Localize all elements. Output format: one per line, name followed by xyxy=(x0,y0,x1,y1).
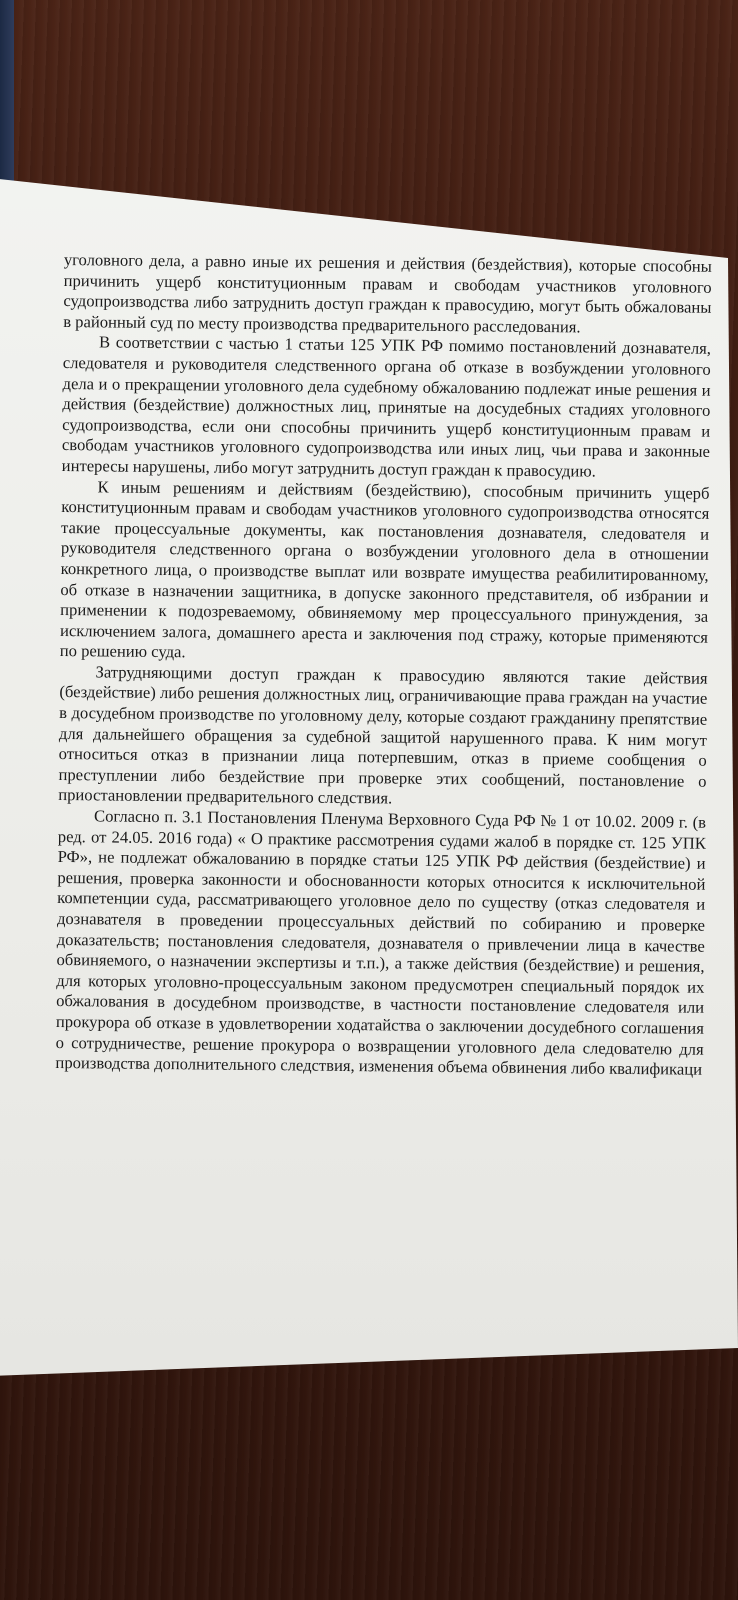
paragraph-5: Согласно п. 3.1 Постановления Пленума Верховного Суда РФ № 1 от 10.02. 2009 г. (в ред. от 24.05. 2016 года) « О практике рассмотрения судами жалоб в порядке ст. 125 УПК РФ», не подлежат обжалованию в порядке статьи 125 УПК РФ действия (бездействие) и решения, проверка законности и обоснованности которых относится к исключительной компетенции суда, рассматривающего уголовное дело по существу (отказ следователя и дознавателя в проведении процессуальных действий по собиранию и проверке доказательств; постановления следователя, дознавателя о привлечении лица в качестве обвиняемого, о назначении экспертизы и т.п.), а также действия (бездействие) и решения, для которых уголовно-процессуальным законом предусмотрен специальный порядок их обжалования в досудебном производстве, в частности постановление следователя или прокурора об отказе в удовлетворении ходатайства о заключении досудебного соглашения о сотрудничестве, решение прокурора о возвращении уголовного дела следователю для производства дополнительного следствия, изменения объема обвинения либо квалификаци xyxy=(55,806,707,1079)
paragraph-4: Затрудняющими доступ граждан к правосудию являются такие действия (бездействие) либо решения должностных лиц, ограничивающие права граждан на участие в досудебном производстве по уголовному делу, которые создают гражданину препятствие для дальнейшего обращения за судебной защитой нарушенного права. К ним могут относиться отказ в признании лица потерпевшим, отказ в приеме сообщения о преступлении либо бездействие при проверке этих сообщений, постановление о приостановлении предварительного следствия. xyxy=(58,662,708,808)
paragraph-1: уголовного дела, а равно иные их решения и действия (бездействия), которые способны причинить ущерб конституционным правам и свободам участников уголовного судопроизводства либо затруднить доступ граждан к правосудию, могут быть обжалованы в районный суд по месту производства предварительного расследования. xyxy=(63,250,712,337)
paragraph-3: К иным решениям и действиям (бездействию), способным причинить ущерб конституционным правам и свободам участников уголовного судопроизводства относятся такие процессуальные документы, как постановления дознавателя, следователя и руководителя следственного органа о возбуждении уголовного дела в отношении конкретного лица, о производстве выплат или возврате имущества реабилитированному, об отказе в назначении защитника, в допуске законного представителя, об избрании и применении к подозреваемому, обвиняемому мер процессуального принуждения, за исключением залога, домашнего ареста и заключения под стражу, которые применяются по решению суда. xyxy=(59,476,710,662)
paragraph-2: В соответствии с частью 1 статьи 125 УПК РФ помимо постановлений дознавателя, следователя и руководителя следственного органа об отказе в возбуждении уголовного дела и о прекращении уголовного дела судебному обжалованию подлежат иные решения и действия (бездействие) должностных лиц, принятые на досудебных стадиях уголовного судопроизводства, если они способны причинить ущерб конституционным правам и свободам участников уголовного судопроизводства или иных лиц, чьи права и законные интересы нарушены, либо могут затруднить доступ граждан к правосудию. xyxy=(61,332,712,481)
document-text xyxy=(55,250,712,1080)
